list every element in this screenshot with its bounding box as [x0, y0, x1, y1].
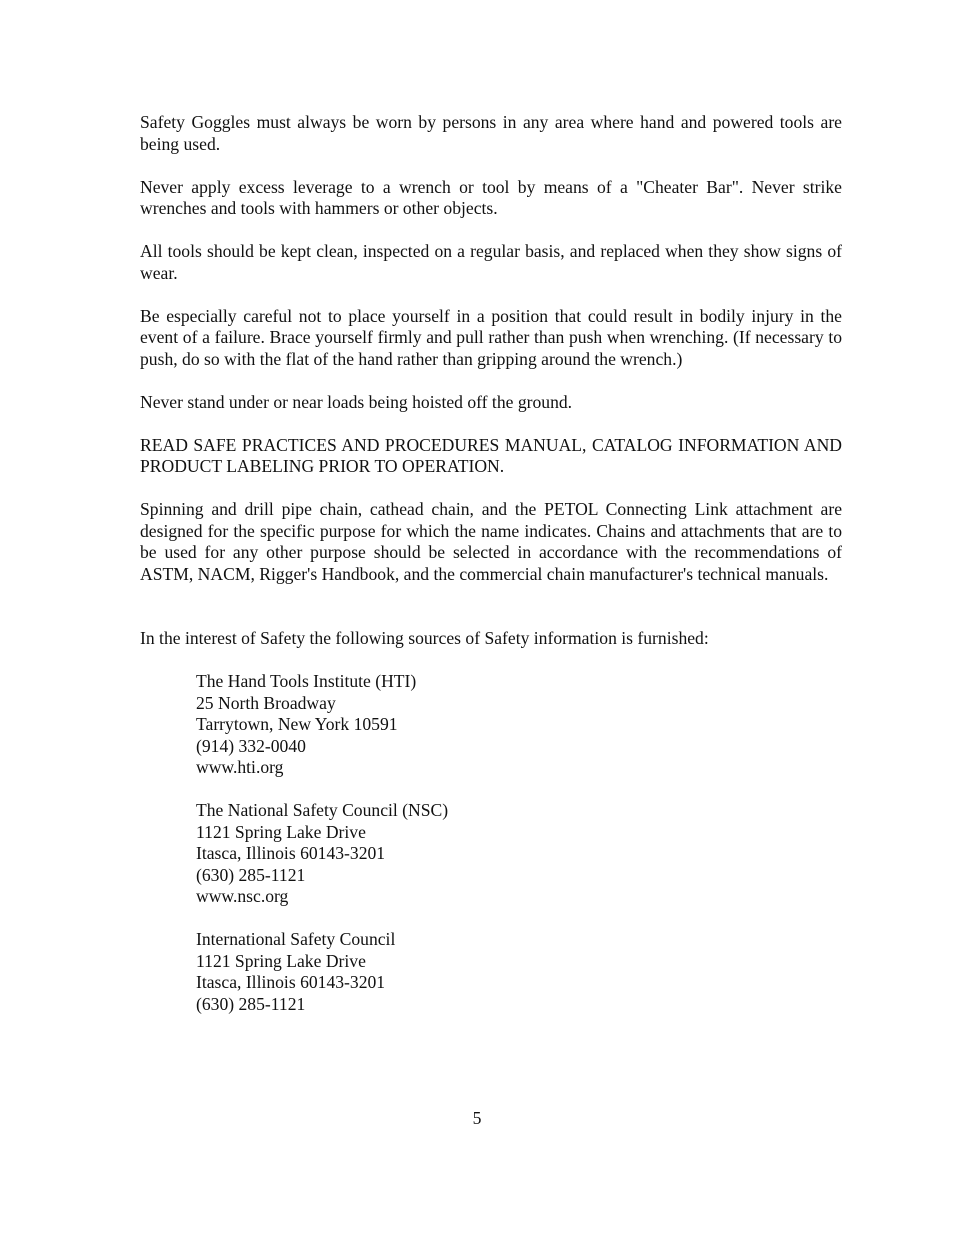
org-city: Itasca, Illinois 60143-3201 [196, 972, 386, 992]
org-city: Tarrytown, New York 10591 [196, 714, 398, 734]
org-city: Itasca, Illinois 60143-3201 [196, 843, 386, 863]
org-street: 25 North Broadway [196, 692, 336, 713]
org-name: The National Safety Council (NSC) [196, 800, 449, 820]
tool-maintenance-paragraph: All tools should be kept clean, inspected on a regular basis, and replaced when they show signs of wear. [140, 241, 842, 283]
sources-intro: In the interest of Safety the following sources of Safety information is furnished: [140, 628, 709, 648]
leverage-paragraph: Never apply excess leverage to a wrench or tool by means of a "Cheater Bar". Never strike wrenches and tools with hammers or other objects. [140, 176, 842, 218]
document-page [140, 112, 842, 1037]
page-number: 5 [472, 1108, 482, 1128]
organization-nsc [196, 800, 842, 908]
organization-isc [196, 929, 842, 1015]
org-phone: (630) 285-1121 [196, 864, 306, 885]
org-street: 1121 Spring Lake Drive [196, 821, 366, 842]
read-manual-paragraph: READ SAFE PRACTICES AND PROCEDURES MANUAL, CATALOG INFORMATION AND PRODUCT LABELING PRIOR TO OPERATION. [140, 434, 842, 476]
hoisted-loads-paragraph: Never stand under or near loads being hoisted off the ground. [140, 391, 573, 412]
body-position-paragraph: Be especially careful not to place yourself in a position that could result in bodily injury in the event of a failure. Brace yourself firmly and pull rather than push when wrenching. (If necessary to push, do so with the flat of the hand rather than gripping around the wrench.) [140, 305, 842, 369]
org-web: www.nsc.org [196, 886, 289, 906]
section-spacer [140, 607, 842, 629]
org-street: 1121 Spring Lake Drive [196, 950, 366, 971]
org-phone: (914) 332-0040 [196, 735, 306, 756]
org-web: www.hti.org [196, 757, 284, 777]
safety-goggles-paragraph: Safety Goggles must always be worn by persons in any area where hand and powered tools are being used. [140, 112, 842, 154]
org-name: International Safety Council [196, 929, 396, 949]
org-phone: (630) 285-1121 [196, 993, 306, 1014]
organization-hti [196, 671, 842, 779]
org-name: The Hand Tools Institute (HTI) [196, 671, 417, 691]
chain-usage-paragraph: Spinning and drill pipe chain, cathead chain, and the PETOL Connecting Link attachment are designed for the specific purpose for which the name indicates. Chains and attachments that are to be used for any other purpose should be selected in accordance with the recommendations of ASTM, NACM, Rigger's Handbook, and the commercial chain manufacturer's technical manuals. [140, 499, 842, 584]
